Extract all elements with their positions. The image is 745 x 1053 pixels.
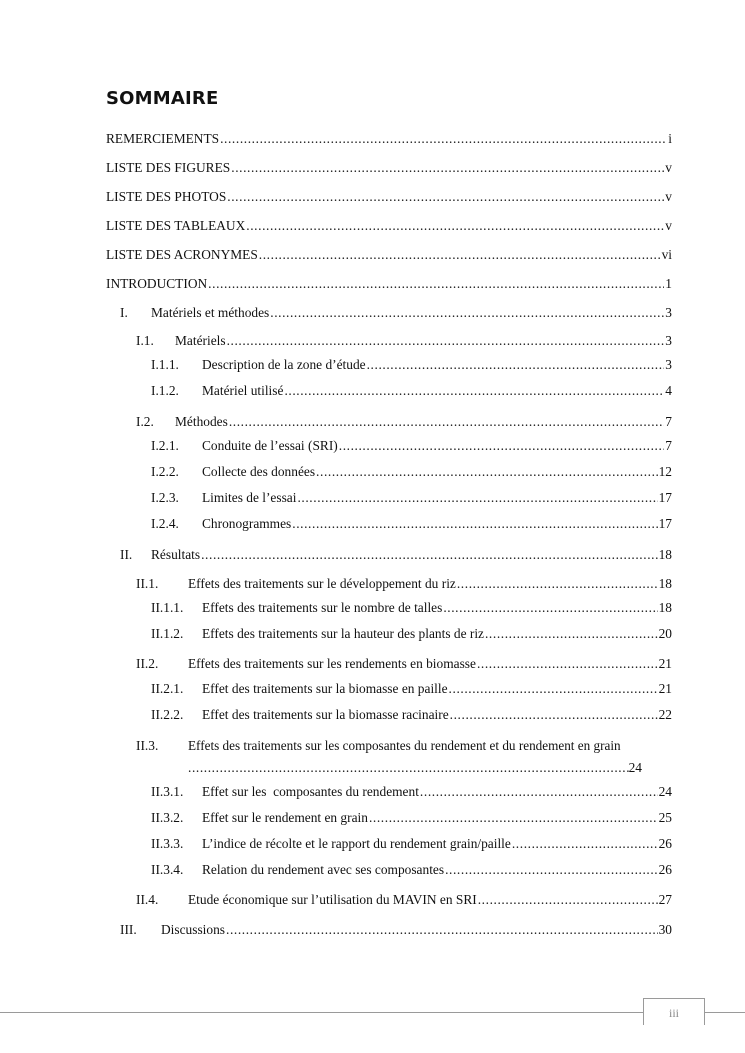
toc-leader-dots [478, 892, 658, 908]
toc-entry-page: 25 [658, 810, 672, 825]
toc-leader-dots [208, 276, 664, 292]
toc-entry[interactable] [136, 414, 672, 430]
toc-leader-dots [485, 626, 658, 642]
toc-entry-page: 1 [665, 276, 672, 291]
toc-entry-text: Effet des traitements sur la biomasse en paille [202, 681, 448, 696]
toc-entry-text: REMERCIEMENTS [106, 131, 220, 146]
toc-entry-number: I.2.3. [151, 490, 179, 505]
toc-entry-page: v [665, 160, 672, 175]
page-number: iii [668, 1006, 679, 1020]
toc-entry-text: Limites de l’essai [202, 490, 297, 505]
toc-entry[interactable] [136, 333, 672, 349]
toc-entry-page: vi [661, 247, 672, 262]
toc-entry-text: INTRODUCTION [106, 276, 208, 291]
toc-entry-text: LISTE DES ACRONYMES [106, 247, 258, 262]
toc-entry-number: II.3.1. [151, 784, 184, 799]
toc-leader-dots [457, 576, 658, 592]
toc-entry[interactable] [136, 738, 692, 776]
toc-entry-page: 21 [658, 681, 672, 696]
toc-entry-number: II.3. [136, 738, 159, 753]
toc-entry[interactable] [136, 656, 672, 672]
toc-entry-text: Matériel utilisé [202, 383, 284, 398]
toc-entry-text: Chronogrammes [202, 516, 292, 531]
toc-entry-page: v [665, 189, 672, 204]
toc-entry-text: Conduite de l’essai (SRI) [202, 438, 338, 453]
toc-leader-dots [339, 438, 665, 454]
toc-entry[interactable] [151, 784, 672, 800]
toc-entry-number: II.1.2. [151, 626, 184, 641]
toc-leader-dots [316, 464, 658, 480]
toc-entry-text: Discussions [161, 922, 225, 937]
toc-entry-number: II.3.2. [151, 810, 184, 825]
toc-entry-page: 17 [658, 490, 672, 505]
toc-entry-number: I. [120, 305, 128, 320]
toc-entry[interactable] [106, 247, 672, 263]
toc-entry-text: Résultats [151, 547, 201, 562]
toc-entry-page: 4 [665, 383, 672, 398]
toc-entry-text: Méthodes [175, 414, 228, 429]
toc-leader-dots [220, 131, 667, 147]
toc-entry-text: Collecte des données [202, 464, 316, 479]
footer-rule [0, 1012, 745, 1013]
toc-leader-dots [227, 189, 664, 205]
toc-entry[interactable] [106, 218, 672, 234]
toc-leader-dots [292, 516, 657, 532]
toc-entry[interactable] [151, 438, 672, 454]
toc-entry[interactable] [151, 810, 672, 826]
toc-entry-text: Etude économique sur l’utilisation du MAVIN en SRI [188, 892, 477, 907]
toc-entry-number: I.2.1. [151, 438, 179, 453]
toc-entry-text: Matériels et méthodes [151, 305, 270, 320]
toc-entry-number: II.1. [136, 576, 159, 591]
toc-entry-number: III. [120, 922, 137, 937]
toc-entry[interactable] [151, 516, 672, 532]
toc-entry-text: Effets des traitements sur les rendements en biomasse [188, 656, 476, 671]
toc-entry-page: 30 [658, 922, 672, 937]
toc-entry-page: 7 [665, 414, 672, 429]
toc-entry[interactable] [151, 707, 672, 723]
toc-entry[interactable] [151, 626, 672, 642]
toc-leader-dots [229, 414, 664, 430]
page-title: SOMMAIRE [106, 88, 219, 109]
toc-entry-number: II.2. [136, 656, 159, 671]
toc-entry-page: 26 [658, 862, 672, 877]
toc-entry-page: 3 [665, 305, 672, 320]
toc-entry[interactable] [151, 464, 672, 480]
toc-entry[interactable] [151, 836, 672, 852]
toc-entry-number: II.3.3. [151, 836, 184, 851]
toc-entry-number: II.1.1. [151, 600, 184, 615]
toc-entry[interactable] [151, 600, 672, 616]
toc-leader-dots [227, 333, 665, 349]
toc-entry-number: I.1. [136, 333, 154, 348]
toc-entry[interactable] [151, 490, 672, 506]
toc-entry[interactable] [151, 862, 672, 878]
toc-entry[interactable] [120, 547, 672, 563]
toc-entry[interactable] [106, 160, 672, 176]
toc-entry-number: II.4. [136, 892, 159, 907]
toc-entry-text: Effet sur le rendement en grain [202, 810, 368, 825]
toc-leader-dots [367, 357, 665, 373]
toc-entry[interactable] [106, 276, 672, 292]
toc-entry-number: II. [120, 547, 133, 562]
toc-leader-dots [201, 547, 658, 563]
toc-entry-text: Effets des traitements sur le développement du riz [188, 576, 456, 591]
toc-entry[interactable] [151, 681, 672, 697]
toc-entry-text: L’indice de récolte et le rapport du rendement grain/paille [202, 836, 511, 851]
toc-entry-text: LISTE DES PHOTOS [106, 189, 227, 204]
toc-entry-page: 24 [628, 760, 642, 775]
toc-entry-text: Effets des traitements sur la hauteur des plants de riz [202, 626, 484, 641]
toc-entry[interactable] [136, 892, 672, 908]
toc-leader-dots [297, 490, 657, 506]
toc-entry-page: 18 [658, 547, 672, 562]
toc-entry-text: Matériels [175, 333, 226, 348]
toc-entry[interactable] [136, 576, 672, 592]
toc-entry[interactable] [120, 922, 672, 938]
toc-entry-number: II.3.4. [151, 862, 184, 877]
toc-leader-dots [449, 681, 658, 697]
toc-leader-dots [443, 600, 657, 616]
toc-entry-text: Effets des traitements sur les composantes du rendement et du rendement en grain [188, 738, 621, 753]
toc-leader-dots [259, 247, 661, 263]
toc-leader-dots [188, 760, 629, 776]
toc-entry-number: II.2.1. [151, 681, 184, 696]
toc-entry[interactable] [151, 383, 672, 399]
toc-entry-page: 18 [658, 576, 672, 591]
toc-entry-page: 3 [665, 333, 672, 348]
toc-entry-page: i [668, 131, 672, 146]
toc-entry-text: Effet sur les composantes du rendement [202, 784, 419, 799]
toc-entry-text: LISTE DES FIGURES [106, 160, 231, 175]
toc-entry[interactable] [151, 357, 672, 373]
toc-entry-page: v [665, 218, 672, 233]
toc-leader-dots [512, 836, 658, 852]
toc-entry-page: 3 [665, 357, 672, 372]
toc-entry-number: I.1.1. [151, 357, 179, 372]
toc-entry-page: 12 [658, 464, 672, 479]
toc-entry-page: 26 [658, 836, 672, 851]
toc-entry-text: Effets des traitements sur le nombre de talles [202, 600, 443, 615]
toc-leader-dots [246, 218, 664, 234]
toc-entry-text: LISTE DES TABLEAUX [106, 218, 246, 233]
toc-entry-page: 7 [665, 438, 672, 453]
toc-entry-text: Relation du rendement avec ses composantes [202, 862, 445, 877]
toc-leader-dots [270, 305, 664, 321]
toc-leader-dots [369, 810, 658, 826]
toc-entry-number: I.1.2. [151, 383, 179, 398]
toc-leader-dots [284, 383, 664, 399]
toc-leader-dots [420, 784, 658, 800]
toc-entry-page: 21 [658, 656, 672, 671]
toc-entry-number: I.2.2. [151, 464, 179, 479]
toc-entry-page: 24 [658, 784, 672, 799]
toc-entry[interactable] [120, 305, 672, 321]
toc-entry-page: 20 [658, 626, 672, 641]
toc-entry-number: II.2.2. [151, 707, 184, 722]
toc-leader-dots [445, 862, 658, 878]
toc-entry-number: I.2.4. [151, 516, 179, 531]
toc-leader-dots [450, 707, 658, 723]
toc-leader-dots [226, 922, 658, 938]
toc-leader-dots [231, 160, 664, 176]
toc-entry-text: Description de la zone d’étude [202, 357, 366, 372]
toc-entry-text: Effet des traitements sur la biomasse racinaire [202, 707, 449, 722]
toc-entry[interactable] [106, 189, 672, 205]
toc-entry-page: 27 [658, 892, 672, 907]
toc-entry-page: 17 [658, 516, 672, 531]
toc-entry-number: I.2. [136, 414, 154, 429]
toc-entry[interactable] [106, 131, 672, 147]
toc-entry-page: 22 [658, 707, 672, 722]
toc-leader-dots [477, 656, 658, 672]
toc-entry-page: 18 [658, 600, 672, 615]
